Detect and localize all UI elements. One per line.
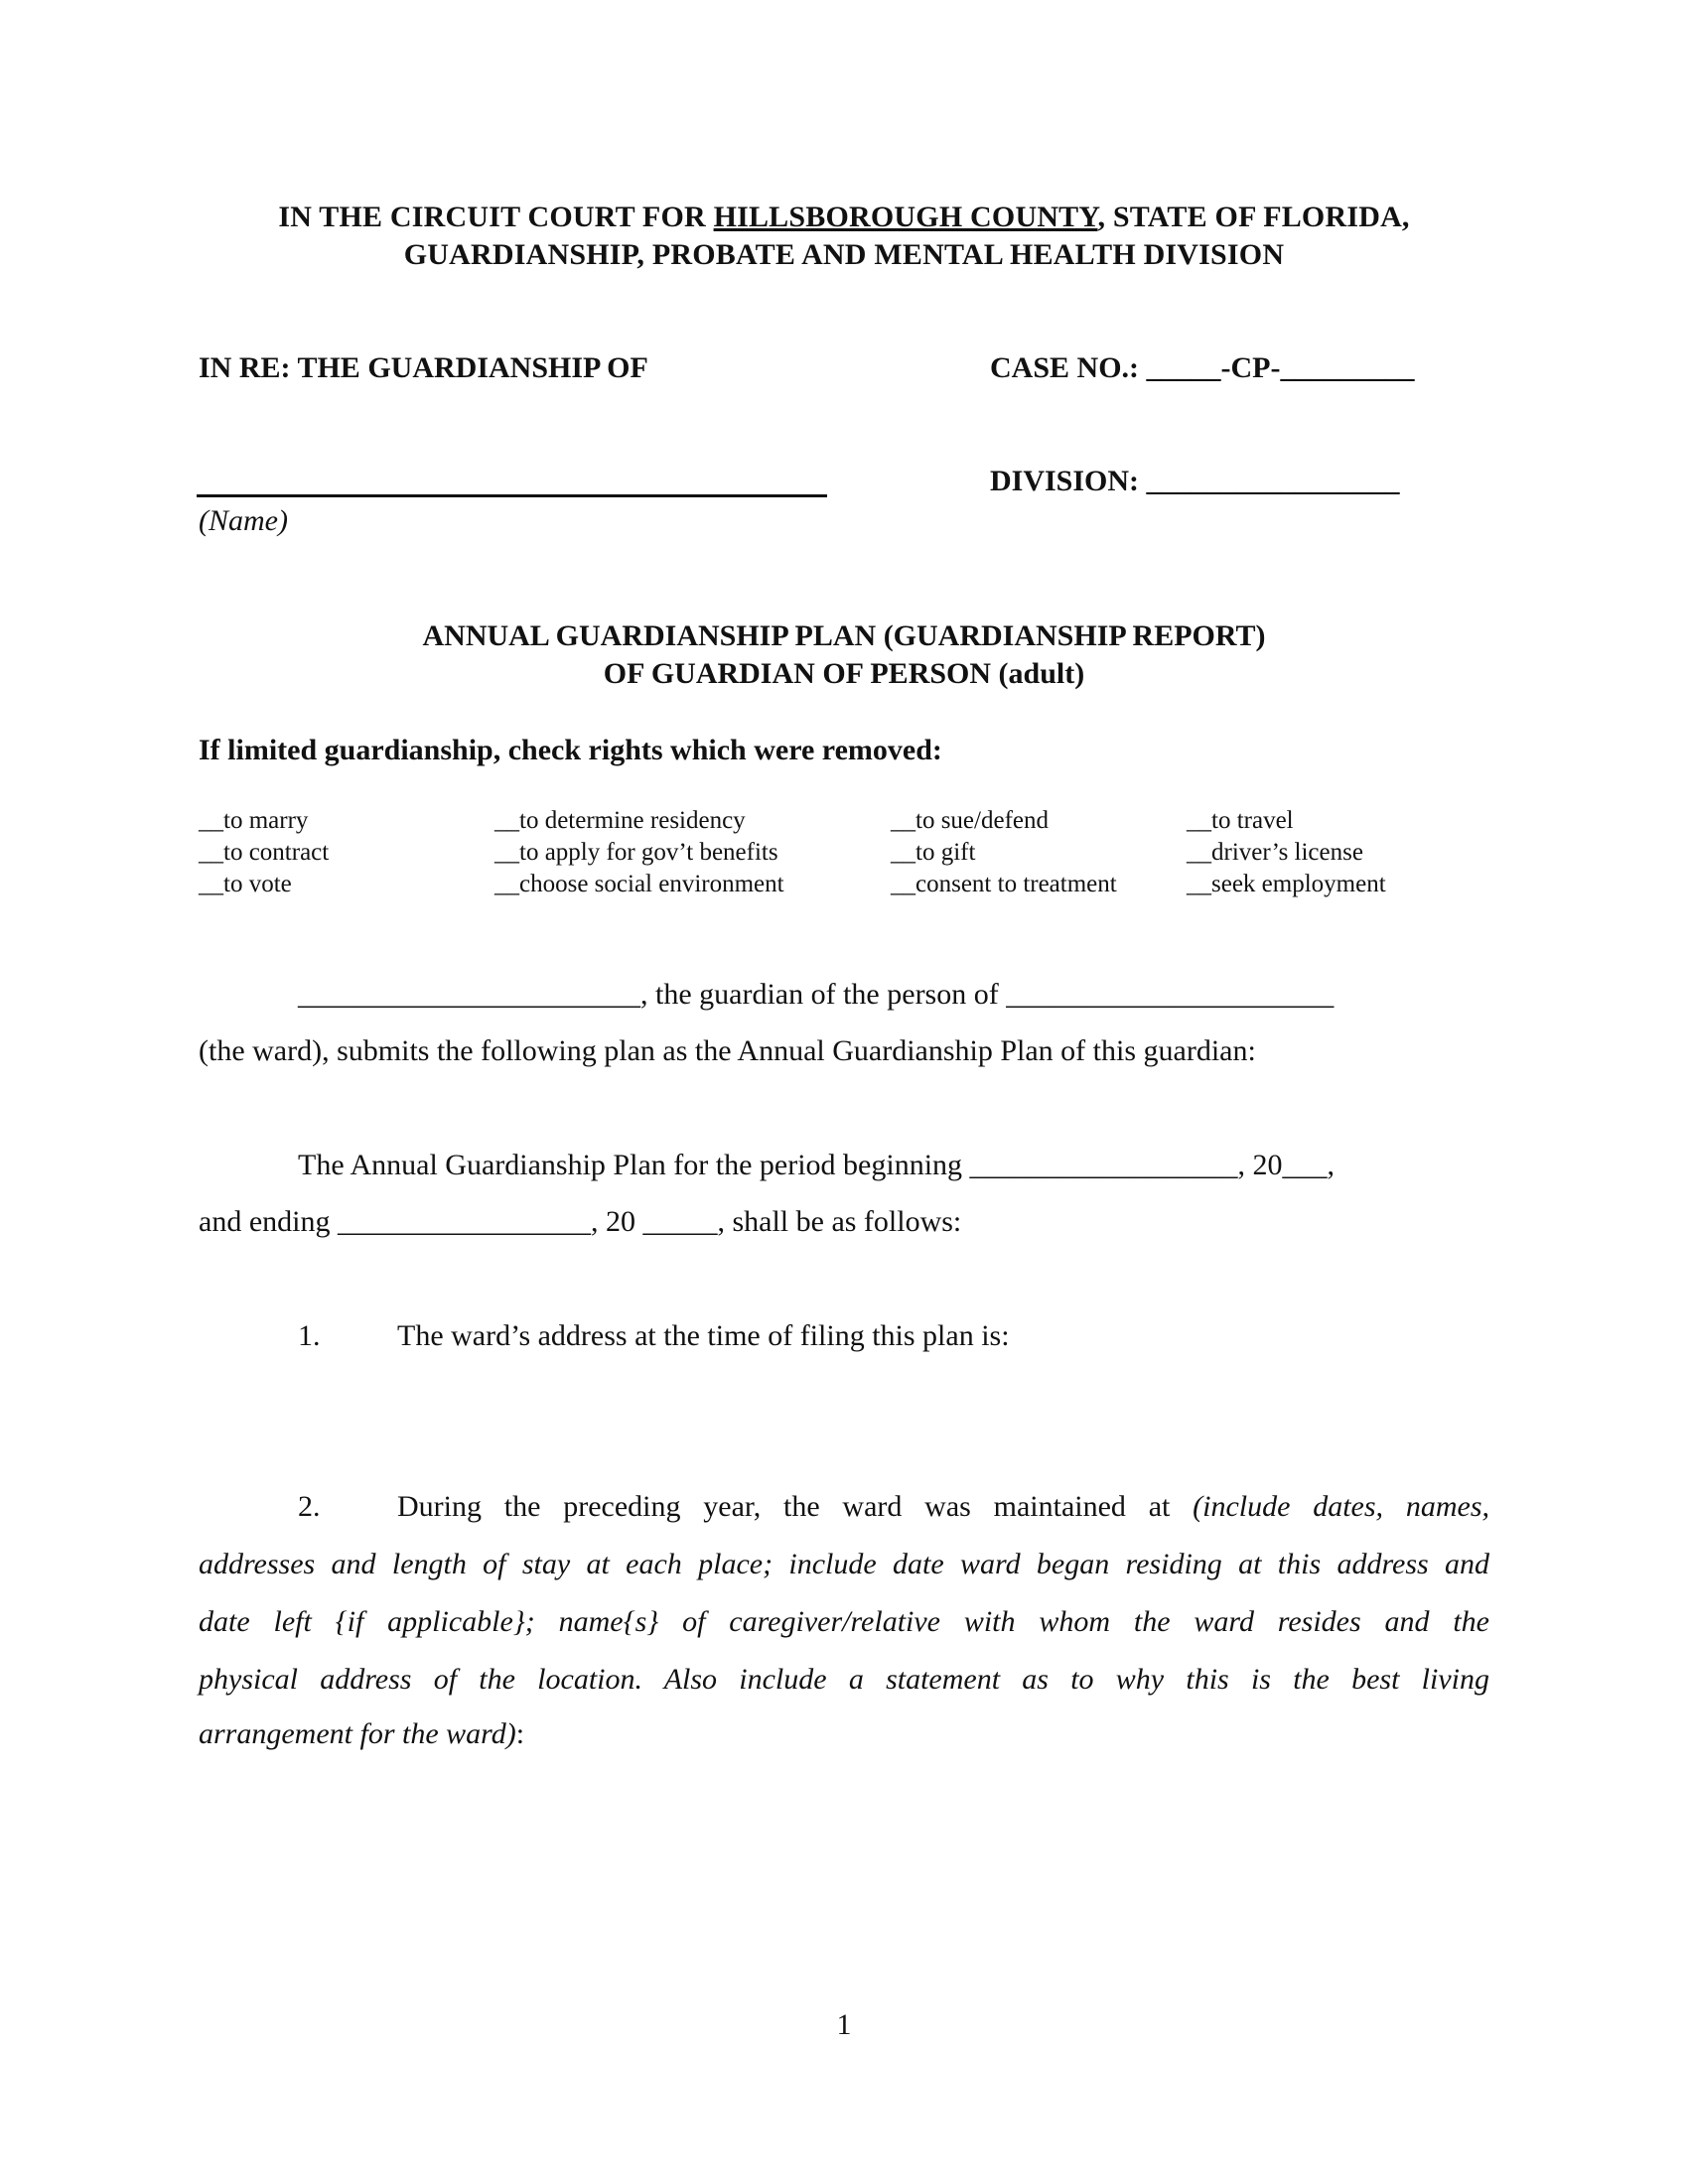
division-value: _________________ (1146, 465, 1400, 497)
name-caption: (Name) (199, 504, 288, 537)
item-2-line-5 (199, 1717, 524, 1751)
period-line-1 (298, 1149, 1335, 1182)
guardian-intro-line (298, 978, 1334, 1012)
right-consent-to-treatment[interactable]: __consent to treatment (891, 871, 1117, 897)
ward-name-line[interactable] (197, 494, 827, 497)
right-to-travel[interactable]: __to travel (1187, 807, 1294, 834)
ward-name-blank[interactable]: ______________________ (1006, 978, 1335, 1011)
right-to-vote[interactable]: __to vote (199, 871, 292, 897)
item-2-italic-1: (include dates, names, (1193, 1490, 1489, 1523)
item-2-line-5-colon: : (515, 1717, 525, 1750)
guardian-name-blank[interactable]: _______________________ (298, 978, 640, 1011)
guardian-intro-text: , the guardian of the person of (640, 978, 1007, 1011)
case-number-field[interactable] (990, 351, 1415, 385)
item-2-number: 2. (298, 1490, 321, 1523)
period-text: The Annual Guardianship Plan for the period beginning (298, 1149, 970, 1181)
right-to-marry[interactable]: __to marry (199, 807, 309, 834)
item-2-line-2: addresses and length of stay at each place; include date ward began residing at this address and (199, 1548, 1489, 1580)
right-to-contract[interactable]: __to contract (199, 839, 330, 866)
right-to-gift[interactable]: __to gift (891, 839, 976, 866)
item-1-text: The ward’s address at the time of filing this plan is: (397, 1319, 1010, 1352)
division-field[interactable] (990, 465, 1400, 498)
period-follows-text: , shall be as follows: (717, 1205, 962, 1238)
item-2-line-5-italic: arrangement for the ward) (199, 1717, 516, 1750)
court-header-line-1 (0, 201, 1688, 234)
limited-guardianship-heading: If limited guardianship, check rights which were removed: (199, 734, 942, 766)
period-begin-year-blank[interactable]: ___ (1282, 1149, 1328, 1181)
right-drivers-license[interactable]: __driver’s license (1187, 839, 1363, 866)
item-2-line-4: physical address of the location. Also include a statement as to why this is the best living (199, 1663, 1489, 1696)
court-prefix: IN THE CIRCUIT COURT FOR (278, 201, 714, 233)
county-name: HILLSBOROUGH COUNTY (713, 201, 1098, 233)
case-number-value: _____-CP-_________ (1146, 351, 1415, 384)
right-to-apply-benefits[interactable]: __to apply for gov’t benefits (494, 839, 778, 866)
period-begin-date-blank[interactable]: __________________ (969, 1149, 1238, 1181)
court-suffix: , STATE OF FLORIDA, (1097, 201, 1410, 233)
right-to-determine-residency[interactable]: __to determine residency (494, 807, 746, 834)
period-year-prefix: , 20 (1237, 1149, 1283, 1181)
item-1-number: 1. (298, 1319, 321, 1352)
right-to-sue-defend[interactable]: __to sue/defend (891, 807, 1049, 834)
in-re-label: IN RE: THE GUARDIANSHIP OF (199, 351, 648, 384)
item-2-line-1 (397, 1478, 1489, 1536)
period-ending-text: and ending (199, 1205, 338, 1238)
page-number: 1 (836, 2008, 852, 2041)
document-title-line-2: OF GUARDIAN OF PERSON (adult) (603, 657, 1085, 690)
right-choose-social-environment[interactable]: __choose social environment (494, 871, 784, 897)
right-seek-employment[interactable]: __seek employment (1187, 871, 1386, 897)
period-end-year-prefix: , 20 (590, 1205, 643, 1238)
period-end-year-blank[interactable]: _____ (642, 1205, 718, 1238)
period-comma: , (1327, 1149, 1336, 1181)
division-label: DIVISION: (990, 465, 1140, 497)
period-line-2 (199, 1205, 961, 1239)
document-title-line-1: ANNUAL GUARDIANSHIP PLAN (GUARDIANSHIP REPORT) (422, 619, 1266, 652)
case-number-label: CASE NO.: (990, 351, 1140, 384)
guardian-intro-line-2: (the ward), submits the following plan as the Annual Guardianship Plan of this guardian: (199, 1034, 1256, 1067)
item-2-line-3: date left {if applicable}; name{s} of caregiver/relative with whom the ward resides and the (199, 1605, 1489, 1638)
item-2-lead: During the preceding year, the ward was maintained at (397, 1490, 1194, 1523)
court-header-line-2: GUARDIANSHIP, PROBATE AND MENTAL HEALTH DIVISION (403, 238, 1285, 271)
period-end-date-blank[interactable]: _________________ (337, 1205, 591, 1238)
